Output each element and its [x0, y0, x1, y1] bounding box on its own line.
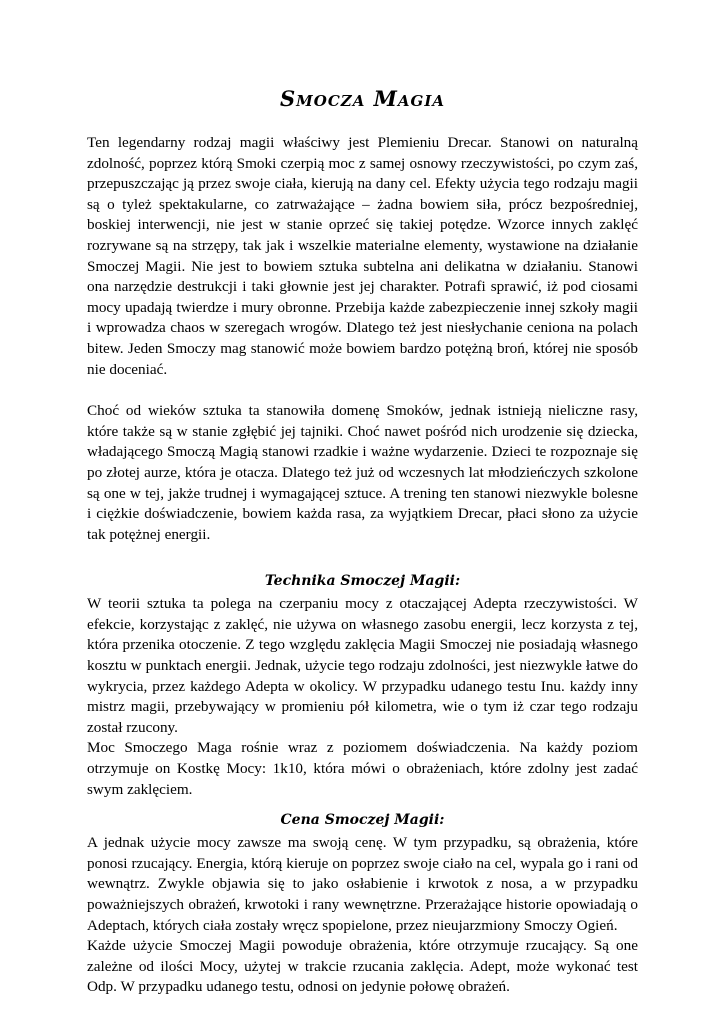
section-technique [87, 571, 638, 800]
technique-paragraph-1: W teorii sztuka ta polega na czerpaniu mocy z otaczającej Adepta rzeczywistości. W efekcie, korzystając z zaklęć, nie używa on własnego zasobu energii, lecz korzysta z tej, która przenika otoczenie. Z tego względu zaklęcia Magii Smoczej nie posiadają własnego kosztu w punktach energii. Jednak, użycie tego rodzaju zdolności, jest niezwykle łatwe do wykrycia, przez każdego Adepta w okolicy. W przypadku udanego testu Inu. każdy inny mistrz magii, przebywający w promieniu pół kilometra, wie o tym iż czar tego rodzaju został rzucony. [87, 595, 638, 736]
document-title: Smocza Magia [279, 86, 446, 111]
section-cost [87, 810, 638, 998]
technique-paragraph-2: Moc Smoczego Maga rośnie wraz z poziomem doświadczenia. Na każdy poziom otrzymuje on Kostkę Mocy: 1k10, która mówi o obrażeniach, które zdolny jest zadać swym zaklęciem. [87, 739, 638, 798]
intro-paragraph-2: Choć od wieków sztuka ta stanowiła domenę Smoków, jednak istnieją nieliczne rasy, które także są w stanie zgłębić jej tajniki. Choć nawet pośród nich urodzenie się dziecka, władającego Smoczą Magią stanowi rzadkie i ważne wydarzenie. Dzieci te rozpoznaje się po złotej aurze, która je otacza. Dlatego też już od wczesnych lat młodzieńczych szkolone są one w tej, jakże trudnej i wymagającej sztuce. A trening ten stanowi niezwykle bolesne i ciężkie doświadczenie, bowiem każda rasa, za wyjątkiem Drecar, płaci słono za użycie tak potężnej energii. [87, 402, 638, 543]
cost-paragraph-2: Każde użycie Smoczej Magii powoduje obrażenia, które otrzymuje rzucający. Są one zależne od ilości Mocy, użytej w trakcie rzucania zaklęcia. Adept, może wykonać test Odp. W przypadku udanego testu, odnosi on jedynie połowę obrażeń. [87, 937, 638, 996]
intro-paragraph-1: Ten legendarny rodzaj magii właściwy jest Plemieniu Drecar. Stanowi on naturalną zdolność, poprzez którą Smoki czerpią moc z samej osnowy rzeczywistości, po czym zaś, przepuszczając ją przez swoje ciała, kierują na dany cel. Efekty użycia tego rodzaju magii są o tyleż spektakularne, co zatrważające – żadna bowiem siła, prócz bezpośredniej, boskiej interwencji, nie jest w stanie oprzeć się takiej potędze. Wzorce innych zaklęć rozrywane są na strzępy, tak jak i wszelkie materialne elementy, wystawione na działanie Smoczej Magii. Nie jest to bowiem sztuka subtelna ani delikatna w działaniu. Stanowi ona narzędzie destrukcji i taki głownie jest jej charakter. Potrafi sprawić, iż pod ciosami mocy upadają twierdze i mury obronne. Przebija każde zabezpieczenie innej szkoły magii i wprowadza chaos w szeregach wrogów. Dlatego też jest niesłychanie ceniona na polach bitew. Jeden Smoczy mag stanowić może bowiem bardzo potężną broń, której nie sposób nie doceniać. [87, 134, 638, 378]
paragraph-spacer [87, 380, 638, 401]
section-cost-heading: Cena Smoczej Magii: [280, 812, 445, 829]
section-spacer [87, 545, 638, 571]
section-spacer [87, 800, 638, 810]
cost-paragraph-1: A jednak użycie mocy zawsze ma swoją cenę. W tym przypadku, są obrażenia, które ponosi rzucający. Energia, którą kieruje on poprzez swoje ciało na cel, wypala go i rani od wewnątrz. Zwykle objawia się to jako osłabienie i krwotok z nosa, a w przypadku poważniejszych obrażeń, krwotoki i rany wewnętrzne. Przerażające historie opowiadają o Adeptach, których ciała zostały wręcz spopielone, przez nieujarzmiony Smoczy Ogień. [87, 834, 638, 934]
section-technique-heading: Technika Smoczej Magii: [264, 573, 461, 590]
